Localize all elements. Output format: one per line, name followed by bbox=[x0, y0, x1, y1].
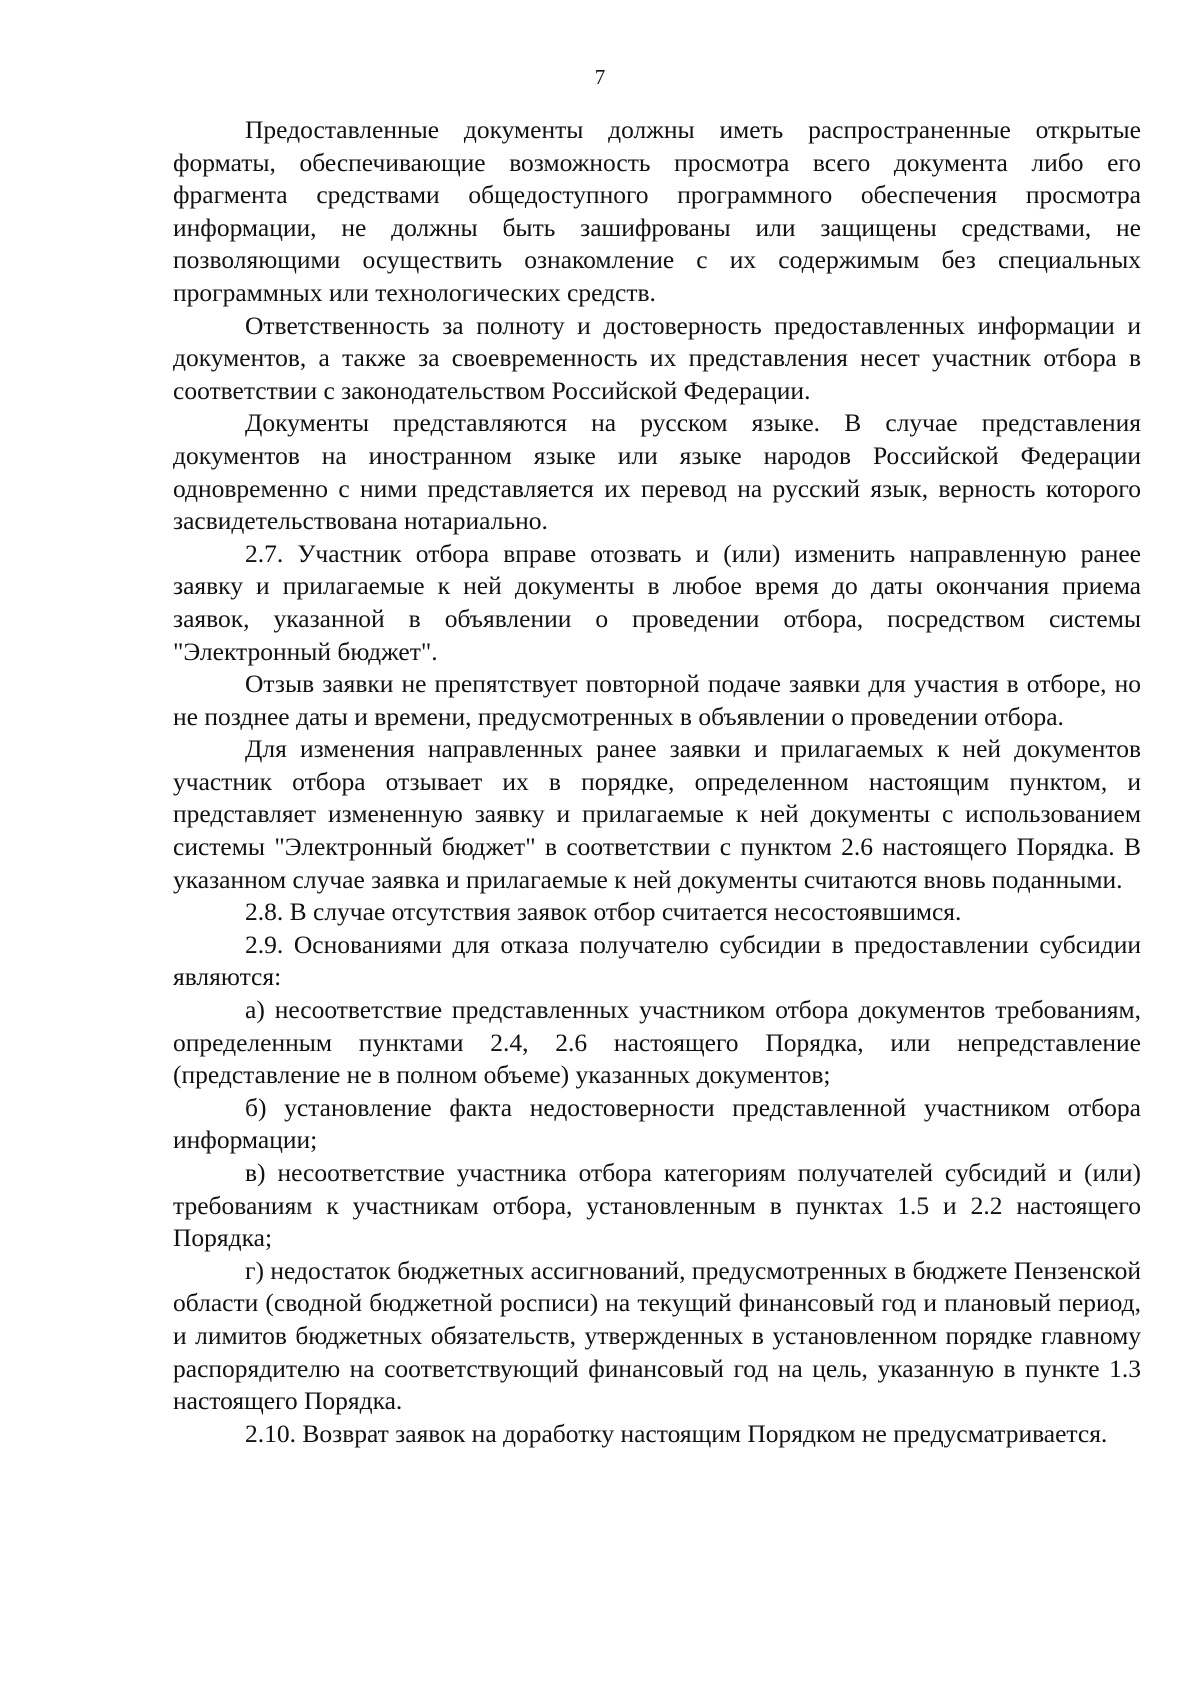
paragraph-2-10: 2.10. Возврат заявок на доработку настоящим Порядком не предусматривается. bbox=[245, 1418, 1108, 1448]
paragraph-change-application: Для изменения направленных ранее заявки и прилагаемых к ней документов участник отбора отзывает их в порядке, определенном настоящим пунктом, и представляет измененную заявку и прилагаемые к ней документы с использованием системы "Электронный бюджет" в соответствии с пунктом 2.6 настоящего Порядка. В указанном случае заявка и прилагаемые к ней документы считаются вновь поданными. bbox=[173, 734, 1141, 894]
list-item-a: а) несоответствие представленных участником отбора документов требованиям, определенным пунктами 2.4, 2.6 настоящего Порядка, или непредставление (представление не в полном объеме) указанных документов; bbox=[173, 995, 1141, 1090]
paragraph-withdrawal: Отзыв заявки не препятствует повторной подаче заявки для участия в отборе, но не позднее даты и времени, предусмотренных в объявлении о проведении отбора. bbox=[173, 669, 1141, 731]
document-body bbox=[173, 114, 1141, 1450]
list-item-g: г) недостаток бюджетных ассигнований, предусмотренных в бюджете Пензенской области (сводной бюджетной росписи) на текущий финансовый год и плановый период, и лимитов бюджетных обязательств, утвержденных в установленном порядке главному распорядителю на соответствующий финансовый год на цель, указанную в пункте 1.3 настоящего Порядка. bbox=[173, 1255, 1141, 1416]
paragraph-2-8: 2.8. В случае отсутствия заявок отбор считается несостоявшимся. bbox=[245, 897, 962, 927]
list-item-v: в) несоответствие участника отбора категориям получателей субсидий и (или) требованиям к участникам отбора, установленным в пунктах 1.5 и 2.2 настоящего Порядка; bbox=[173, 1158, 1141, 1253]
paragraph-document-formats: Предоставленные документы должны иметь распространенные открытые форматы, обеспечивающие возможность просмотра всего документа либо его фрагмента средствами общедоступного программного обеспечения просмотра информации, не должны быть зашифрованы или защищены средствами, не позволяющими осуществить ознакомление с их содержимым без специальных программных или технологических средств. bbox=[173, 115, 1141, 307]
paragraph-2-9: 2.9. Основаниями для отказа получателю субсидии в предоставлении субсидии являются: bbox=[173, 929, 1141, 992]
paragraph-language: Документы представляются на русском языке. В случае представления документов на иностранном языке или языке народов Российской Федерации одновременно с ними представляется их перевод на русский язык, верность которого засвидетельствована нотариально. bbox=[173, 408, 1141, 536]
list-item-b: б) установление факта недостоверности представленной участником отбора информации; bbox=[173, 1092, 1141, 1155]
page-number: 7 bbox=[594, 65, 606, 89]
paragraph-2-7: 2.7. Участник отбора вправе отозвать и (или) изменить направленную ранее заявку и прилагаемые к ней документы в любое время до даты окончания приема заявок, указанной в объявлении о проведении отбора, посредством системы "Электронный бюджет". bbox=[173, 538, 1141, 666]
paragraph-responsibility: Ответственность за полноту и достоверность предоставленных информации и документов, а также за своевременность их представления несет участник отбора в соответствии с законодательством Российской Федерации. bbox=[173, 310, 1141, 405]
